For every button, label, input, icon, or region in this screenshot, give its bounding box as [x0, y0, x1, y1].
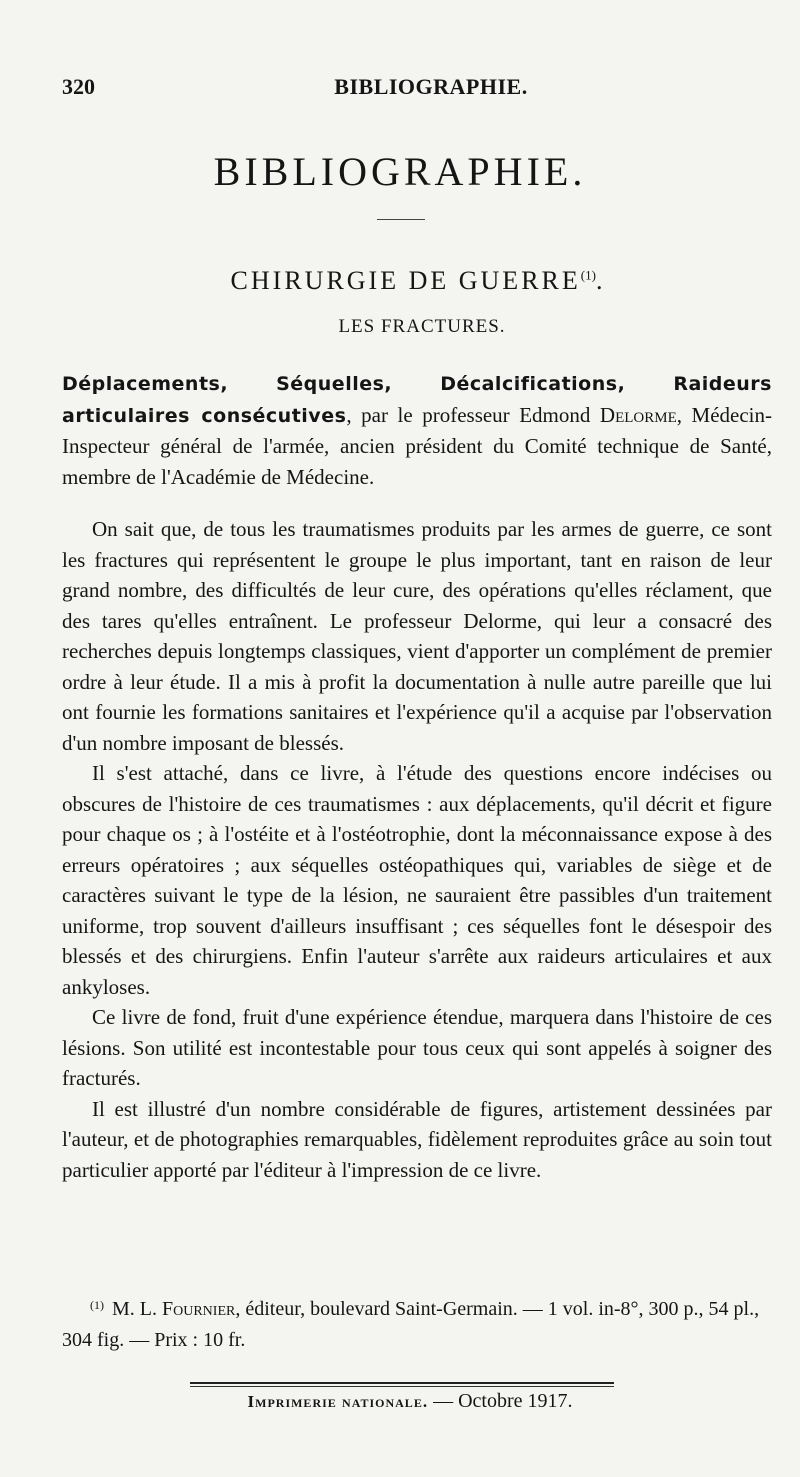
- book-reference: [62, 368, 772, 492]
- imprint: [0, 1390, 800, 1413]
- section-title: [0, 266, 800, 296]
- footnote: [62, 1290, 782, 1356]
- section-title-end: .: [595, 266, 606, 295]
- page-number: 320: [62, 74, 95, 99]
- book-title: Déplacements, Séquelles, Décalcifications, Raideurs articulaires consécutives: [62, 373, 772, 427]
- article-body: [62, 368, 772, 1185]
- footnote-prefix: M. L.: [112, 1298, 162, 1320]
- paragraph: Il est illustré d'un nombre considérable de figures, artistement dessinées par l'auteur, et de photographies remarquables, fidèlement reproduites grâce au soin tout particulier apporté par l'éditeur à l'impression de ce livre.: [62, 1096, 772, 1182]
- imprint-date: — Octobre 1917.: [428, 1390, 573, 1412]
- running-title: BIBLIOGRAPHIE.: [334, 74, 528, 99]
- footnote-reference: (1): [580, 267, 596, 283]
- author-name: Delorme: [599, 402, 677, 427]
- reference-rest: , Médecin-Inspecteur général de l'armée, ancien président du Comité technique de Santé, membre de l'Académie de Médecine.: [62, 402, 772, 489]
- footnote-text: , éditeur, boulevard Saint-Germain. — 1 vol. in-8°, 300 p., 54 pl., 304 fig. — Prix : 10 fr.: [62, 1298, 760, 1351]
- paragraph: Il s'est attaché, dans ce livre, à l'étude des questions encore indécises ou obscures de l'histoire de ces traumatismes : aux déplacements, qu'il décrit et figure pour chaque os ; à l'ostéite et à l'ostéotrophie, dont la méconnaissance expose à des erreurs opératoires ; aux séquelles ostéopathiques qui, variables de siège et de caractères suivant le type de la lésion, ne sauraient être passibles d'un traitement uniforme, trop souvent d'ailleurs insuffisant ; ces séquelles font le désespoir des blessés et des chirurgiens. Enfin l'auteur s'arrête aux raideurs articulaires et aux ankyloses.: [62, 761, 772, 999]
- title-divider: [377, 219, 425, 220]
- imprint-rule: [190, 1382, 614, 1384]
- imprint-rule-thin: [190, 1386, 614, 1387]
- printer-name: Imprimerie nationale.: [247, 1392, 429, 1411]
- paragraph: On sait que, de tous les traumatismes produits par les armes de guerre, ce sont les fractures qui représentent le groupe le plus important, tant en raison de leur grand nombre, des difficultés de leur cure, des opérations qu'elles réclament, que des tares qu'elles entraînent. Le professeur Delorme, qui leur a consacré des recherches depuis longtemps classiques, vient d'apporter un complément de premier ordre à leur étude. Il a mis à profit la documentation à nulle autre pareille que lui ont fournie les formations sanitaires et l'expérience qu'il a acquise par l'observation d'un nombre imposant de blessés.: [62, 517, 772, 755]
- section-title-text: CHIRURGIE DE GUERRE: [230, 266, 581, 295]
- main-title: BIBLIOGRAPHIE.: [213, 149, 587, 194]
- running-head: [62, 74, 760, 104]
- paragraph: Ce livre de fond, fruit d'une expérience étendue, marquera dans l'histoire de ces lésions. Son utilité est incontestable pour tous ceux qui sont appelés à soigner des fracturés.: [62, 1005, 772, 1090]
- publisher-name: Fournier: [162, 1298, 236, 1320]
- footnote-mark: (1): [90, 1298, 104, 1312]
- reference-by: , par le professeur Edmond: [346, 402, 600, 427]
- subsection-title: LES FRACTURES.: [338, 316, 506, 337]
